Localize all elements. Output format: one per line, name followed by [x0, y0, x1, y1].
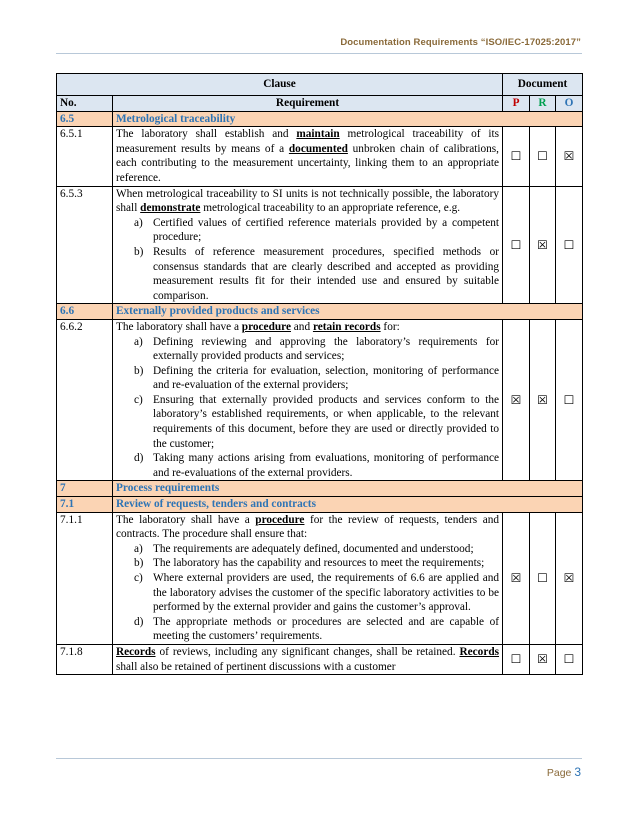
table-row [57, 644, 583, 674]
requirement-text: The laboratory shall establish and maintain metrological traceability of its measurement results by means of a documented unbroken chain of calibrations, each contributing to the measurement uncertainty, linking them to an appropriate reference. [113, 127, 503, 186]
section-number: 7.1 [57, 497, 113, 513]
p-checkbox[interactable]: ☒ [503, 512, 530, 644]
p-checkbox[interactable]: ☐ [503, 644, 530, 674]
clause-number: 7.1.1 [57, 512, 113, 644]
r-checkbox[interactable]: ☒ [530, 644, 556, 674]
list-item: b) Results of reference measurement procedures, specified methods or consensus standards that are clearly described and accepted as providing measurement results fit for their intended use and ensured by suitable comparison. [134, 245, 500, 302]
p-checkbox[interactable]: ☒ [503, 319, 530, 481]
page-header-title: Documentation Requirements “ISO/IEC-17025:2017” [340, 37, 581, 48]
o-checkbox[interactable]: ☐ [556, 186, 583, 304]
clause-number: 6.6.2 [57, 319, 113, 481]
clause-header: Clause [57, 74, 503, 96]
p-header: P [503, 96, 530, 112]
no-header: No. [57, 96, 113, 112]
section-title: Externally provided products and services [113, 304, 583, 320]
table-row [57, 186, 583, 304]
page-number: 3 [574, 765, 581, 779]
o-checkbox[interactable]: ☒ [556, 512, 583, 644]
r-checkbox[interactable]: ☒ [530, 319, 556, 481]
list-item: c) Ensuring that externally provided products and services conform to the laboratory’s established requirements, or when applicable, to the relevant requirements of this document, before they are used or directly provided to the customer; [134, 393, 500, 450]
section-number: 6.5 [57, 111, 113, 127]
requirement-text: Records of reviews, including any significant changes, shall be retained. Records shall also be retained of pertinent discussions with a customer [113, 644, 503, 674]
section-row [57, 497, 583, 513]
page-footer [547, 765, 581, 779]
page-label: Page [546, 767, 575, 779]
r-checkbox[interactable]: ☒ [530, 186, 556, 304]
p-checkbox[interactable]: ☐ [503, 186, 530, 304]
requirement-header: Requirement [113, 96, 503, 112]
o-header: O [556, 96, 583, 112]
section-row [57, 111, 583, 127]
clause-number: 7.1.8 [57, 644, 113, 674]
list-item: b) Defining the criteria for evaluation, selection, monitoring of performance and re-evaluation of the external providers; [134, 364, 500, 392]
list-item: a) Defining reviewing and approving the laboratory’s requirements for externally provided products and services; [134, 335, 500, 363]
p-checkbox[interactable]: ☐ [503, 127, 530, 186]
header-divider [56, 53, 582, 54]
document-header: Document [503, 74, 583, 96]
o-checkbox[interactable]: ☐ [556, 644, 583, 674]
requirements-table [56, 73, 583, 675]
list-item: a) The requirements are adequately defined, documented and understood; [134, 542, 474, 555]
section-number: 7 [57, 481, 113, 497]
section-title: Process requirements [113, 481, 583, 497]
r-header: R [530, 96, 556, 112]
clause-number: 6.5.1 [57, 127, 113, 186]
list-item: d) Taking many actions arising from evaluations, monitoring of performance and re-evaluations of the external providers. [134, 452, 500, 479]
section-row [57, 304, 583, 320]
o-checkbox[interactable]: ☐ [556, 319, 583, 481]
section-number: 6.6 [57, 304, 113, 320]
clause-number: 6.5.3 [57, 186, 113, 304]
requirement-text: When metrological traceability to SI units is not technically possible, the laboratory shall demonstrate metrological traceability to an appropriate reference, e.g. a) Certified values of certified reference materials provided by a competent procedure; b) Results of reference measurement procedures, specified methods or consensus standards that are clearly described and accepted as providing measurement results fit for their intended use and ensured by suitable comparison. [113, 186, 503, 304]
table-row [57, 512, 583, 644]
footer-divider [56, 758, 582, 759]
r-checkbox[interactable]: ☐ [530, 127, 556, 186]
o-checkbox[interactable]: ☒ [556, 127, 583, 186]
requirement-text: The laboratory shall have a procedure for the review of requests, tenders and contracts. The procedure shall ensure that: a) The requirements are adequately defined, documented and understood; b) The laboratory has the capability and resources to meet the requirements; c) Where external providers are used, the requirements of 6.6 are applied and the laboratory advises the customer of the specific laboratory activities to be performed by the external provider and gains the customer’s approval. d) The appropriate methods or procedures are selected and are capable of meeting the customers’ requirements. [113, 512, 503, 644]
requirement-text: The laboratory shall have a procedure and retain records for: a) Defining reviewing and approving the laboratory’s requirements for externally provided products and services; b) Defining the criteria for evaluation, selection, monitoring of performance and re-evaluation of the external providers; c) Ensuring that externally provided products and services conform to the laboratory’s established requirements, or when applicable, to the relevant requirements of this document, before they are used or directly provided to the customer; d) Taking many actions arising from evaluations, monitoring of performance and re-evaluations of the external providers. [113, 319, 503, 481]
section-title: Review of requests, tenders and contracts [113, 497, 583, 513]
list-item: b) The laboratory has the capability and resources to meet the requirements; [134, 557, 485, 570]
list-item: a) Certified values of certified reference materials provided by a competent procedure; [134, 216, 500, 244]
section-row [57, 481, 583, 497]
r-checkbox[interactable]: ☐ [530, 512, 556, 644]
table-row [57, 319, 583, 481]
section-title: Metrological traceability [113, 111, 583, 127]
table-row [57, 127, 583, 186]
list-item: d) The appropriate methods or procedures are selected and are capable of meeting the customers’ requirements. [134, 615, 500, 643]
list-item: c) Where external providers are used, the requirements of 6.6 are applied and the laboratory advises the customer of the specific laboratory activities to be performed by the external provider and gains the customer’s approval. [134, 572, 500, 614]
